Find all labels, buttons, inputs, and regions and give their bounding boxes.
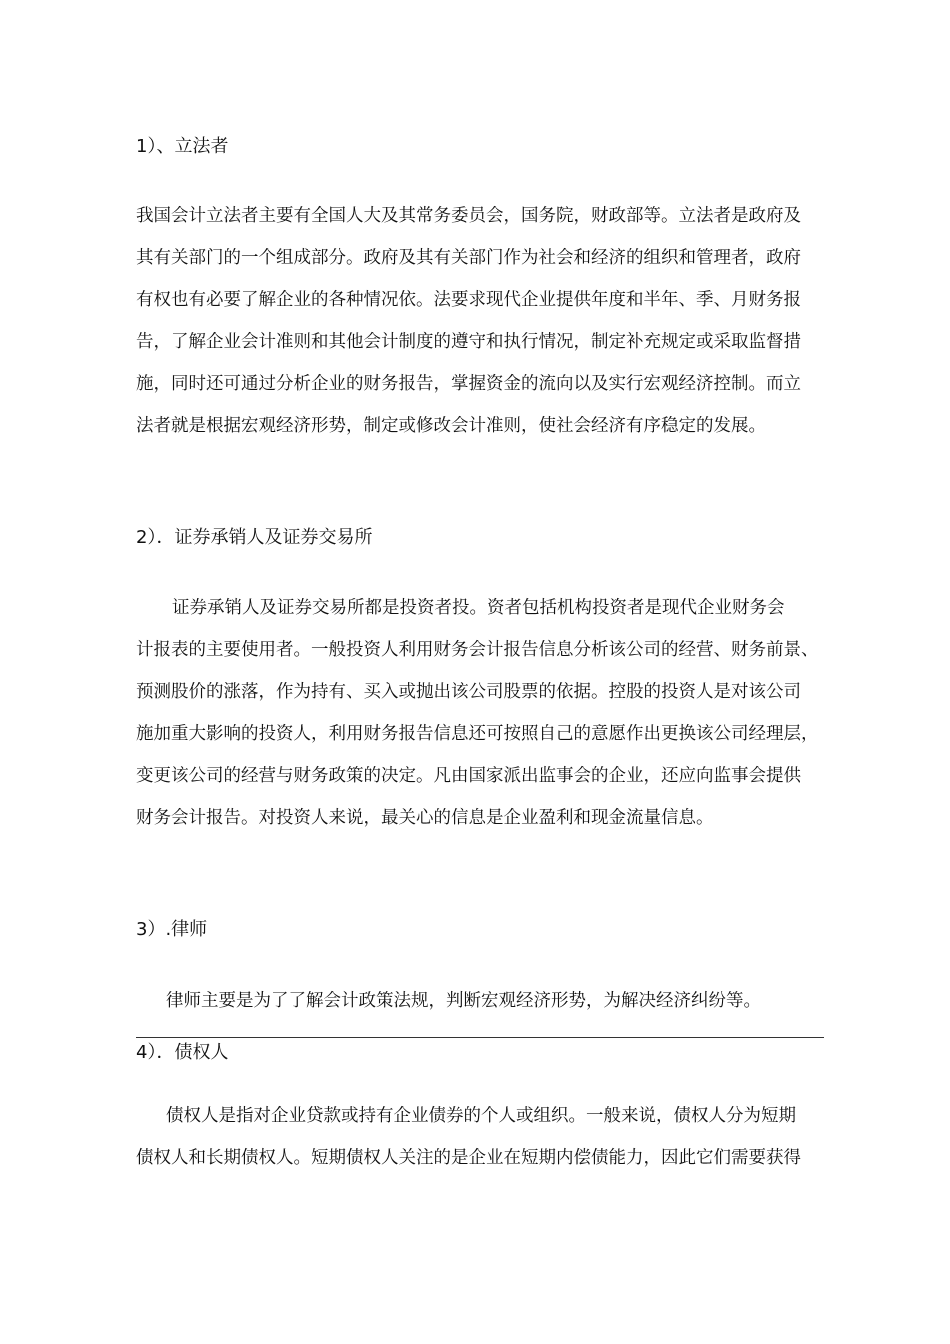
paragraph-line: 其有关部门的一个组成部分。政府及其有关部门作为社会和经济的组织和管理者，政府 — [136, 248, 801, 268]
paragraph-line: 有权也有必要了解企业的各种情况依。法要求现代企业提供年度和半年、季、月财务报 — [136, 290, 801, 310]
paragraph-line: 告，了解企业会计准则和其他会计制度的遵守和执行情况，制定补充规定或采取监督措 — [136, 332, 801, 352]
paragraph-line: 财务会计报告。对投资人来说，最关心的信息是企业盈利和现金流量信息。 — [136, 808, 714, 828]
paragraph-line: 施，同时还可通过分析企业的财务报告，掌握资金的流向以及实行宏观经济控制。而立 — [136, 374, 801, 394]
paragraph-line: 变更该公司的经营与财务政策的决定。凡由国家派出监事会的企业，还应向监事会提供 — [136, 766, 801, 786]
section-body-securities — [136, 587, 826, 839]
paragraph-line: 我国会计立法者主要有全国人大及其常务委员会，国务院，财政部等。立法者是政府及 — [136, 206, 801, 226]
section-heading-lawyer: 3）.律师 — [136, 919, 208, 940]
paragraph-line: 证券承销人及证券交易所都是投资者投。资者包括机构投资者是现代企业财务会 — [172, 598, 785, 618]
section-body-lawyer — [136, 980, 826, 1022]
section-body-legislator — [136, 195, 826, 447]
paragraph-line: 计报表的主要使用者。一般投资人利用财务会计报告信息分析该公司的经营、财务前景、 — [136, 640, 819, 660]
section-heading-securities: 2）．证券承销人及证券交易所 — [136, 527, 373, 548]
horizontal-divider — [136, 1037, 824, 1038]
paragraph-line: 律师主要是为了了解会计政策法规，判断宏观经济形势，为解决经济纠纷等。 — [166, 991, 761, 1011]
paragraph-line: 法者就是根据宏观经济形势，制定或修改会计准则，使社会经济有序稳定的发展。 — [136, 416, 766, 436]
section-body-creditor — [136, 1095, 826, 1179]
paragraph-line: 债权人是指对企业贷款或持有企业债券的个人或组织。一般来说，债权人分为短期 — [166, 1106, 796, 1126]
paragraph-line: 债权人和长期债权人。短期债权人关注的是企业在短期内偿债能力，因此它们需要获得 — [136, 1148, 801, 1168]
section-heading-creditor: 4）．债权人 — [136, 1042, 229, 1063]
section-heading-legislator: 1）、立法者 — [136, 136, 229, 157]
paragraph-line: 施加重大影响的投资人，利用财务报告信息还可按照自己的意愿作出更换该公司经理层， — [136, 724, 819, 744]
paragraph-line: 预测股价的涨落，作为持有、买入或抛出该公司股票的依据。控股的投资人是对该公司 — [136, 682, 801, 702]
